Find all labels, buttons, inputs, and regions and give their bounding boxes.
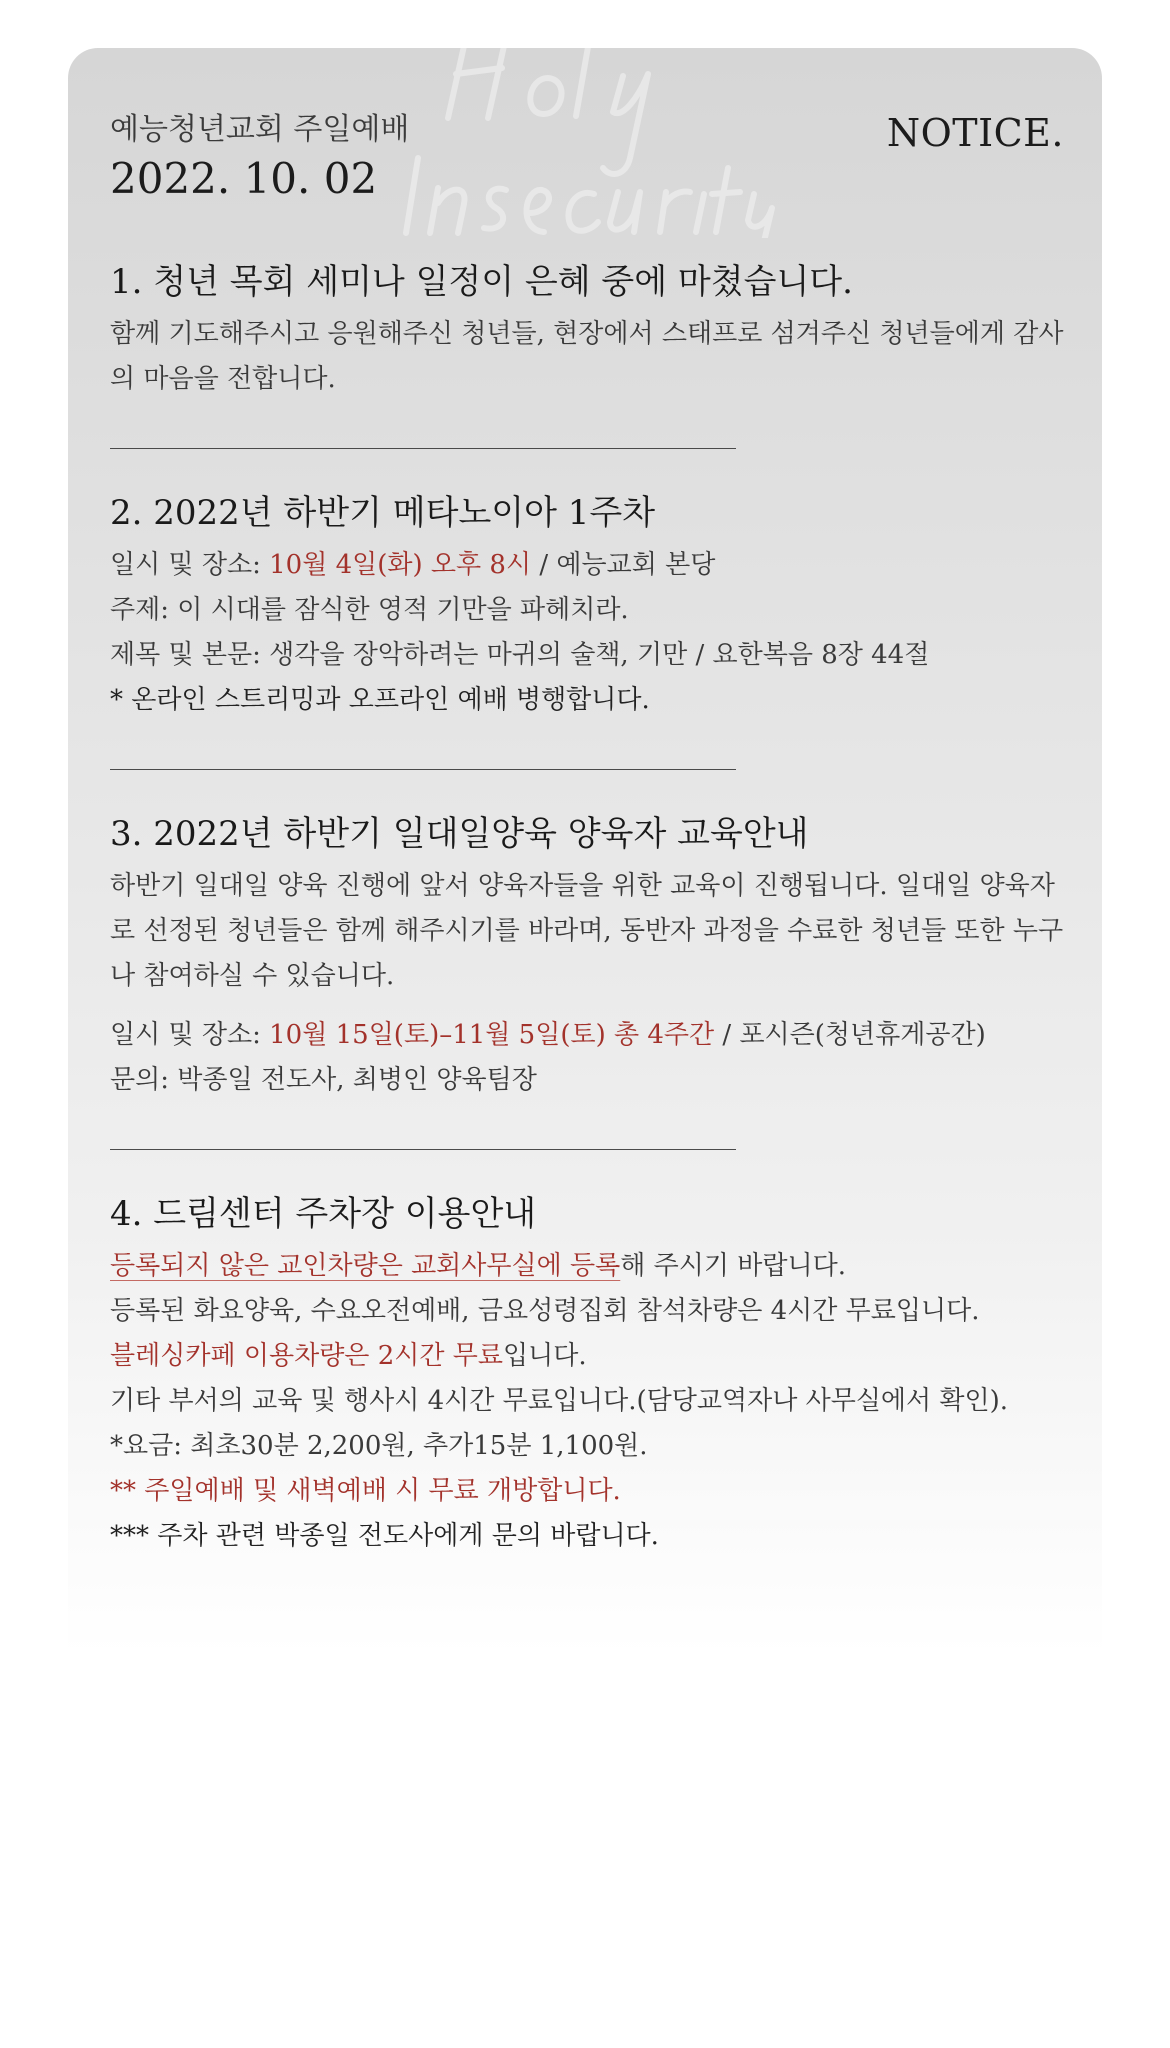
fee-line: *요금: 최초30분 2,200원, 추가15분 1,100원. [110,1431,648,1461]
schedule-line [110,1013,1070,1058]
schedule-place: / 예능교회 본당 [531,550,716,580]
schedule-highlight: 10월 15일(토)–11월 5일(토) 총 4주간 [269,1020,715,1050]
cafe-highlight: 블레싱카페 이용차량은 2시간 무료 [110,1341,503,1371]
schedule-place: / 포시즌(청년휴게공간) [714,1020,986,1050]
section-title: 1. 청년 목회 세미나 일정이 은혜 중에 마쳤습니다. [110,262,853,302]
schedule-highlight: 10월 4일(화) 오후 8시 [269,550,532,580]
registration-highlight: 등록되지 않은 교인차량은 교회사무실에 등록 [110,1251,621,1281]
divider [110,1149,736,1150]
notice-content [110,258,1070,1559]
registration-rest: 해 주시기 바랍니다. [620,1251,846,1281]
schedule-line [110,543,1070,588]
inquiry-line: *** 주차 관련 박종일 전도사에게 문의 바랍니다. [110,1521,659,1551]
section-3 [110,810,1070,1103]
section-2 [110,489,1070,723]
holy-insecurity-watermark-logo [398,48,778,238]
other-dept-line: 기타 부서의 교육 및 행사시 4시간 무료입니다.(담당교역자나 사무실에서 확인). [110,1386,1009,1416]
schedule-label: 일시 및 장소: [110,1020,270,1050]
cafe-line [110,1334,1070,1379]
free-open-line: ** 주일예배 및 새벽예배 시 무료 개방합니다. [110,1476,621,1506]
section-title: 3. 2022년 하반기 일대일양육 양육자 교육안내 [110,814,809,854]
header [110,110,409,206]
contact-line: 문의: 박종일 전도사, 최병인 양육팀장 [110,1065,537,1095]
section-body: 하반기 일대일 양육 진행에 앞서 양육자들을 위한 교육이 진행됩니다. 일대일 양육자로 선정된 청년들은 함께 해주시기를 바라며, 동반자 과정을 수료한 청년들 또한 누구나 참여하실 수 있습니다. [110,871,1064,991]
section-title: 4. 드림센터 주차장 이용안내 [110,1194,537,1234]
section-1 [110,258,1070,402]
divider [110,769,736,770]
church-service-title: 예능청년교회 주일예배 [110,112,410,147]
section-4 [110,1190,1070,1559]
section-title: 2. 2022년 하반기 메타노이아 1주차 [110,493,656,533]
divider [110,448,736,449]
registration-line [110,1244,1070,1289]
sermon-title-line: 제목 및 본문: 생각을 장악하려는 마귀의 술책, 기만 / 요한복음 8장 44절 [110,640,930,670]
cafe-rest: 입니다. [502,1341,587,1371]
free-parking-line: 등록된 화요양육, 수요오전예배, 금요성령집회 참석차량은 4시간 무료입니다. [110,1296,980,1326]
section-body: 함께 기도해주시고 응원해주신 청년들, 현장에서 스태프로 섬겨주신 청년들에게 감사의 마음을 전합니다. [110,319,1064,394]
notice-card [68,48,1102,2008]
notice-label: NOTICE. [886,111,1064,155]
theme-line: 주제: 이 시대를 잠식한 영적 기만을 파헤치라. [110,595,629,625]
schedule-label: 일시 및 장소: [110,550,270,580]
streaming-note: * 온라인 스트리밍과 오프라인 예배 병행합니다. [110,685,650,715]
service-date: 2022. 10. 02 [110,154,378,203]
